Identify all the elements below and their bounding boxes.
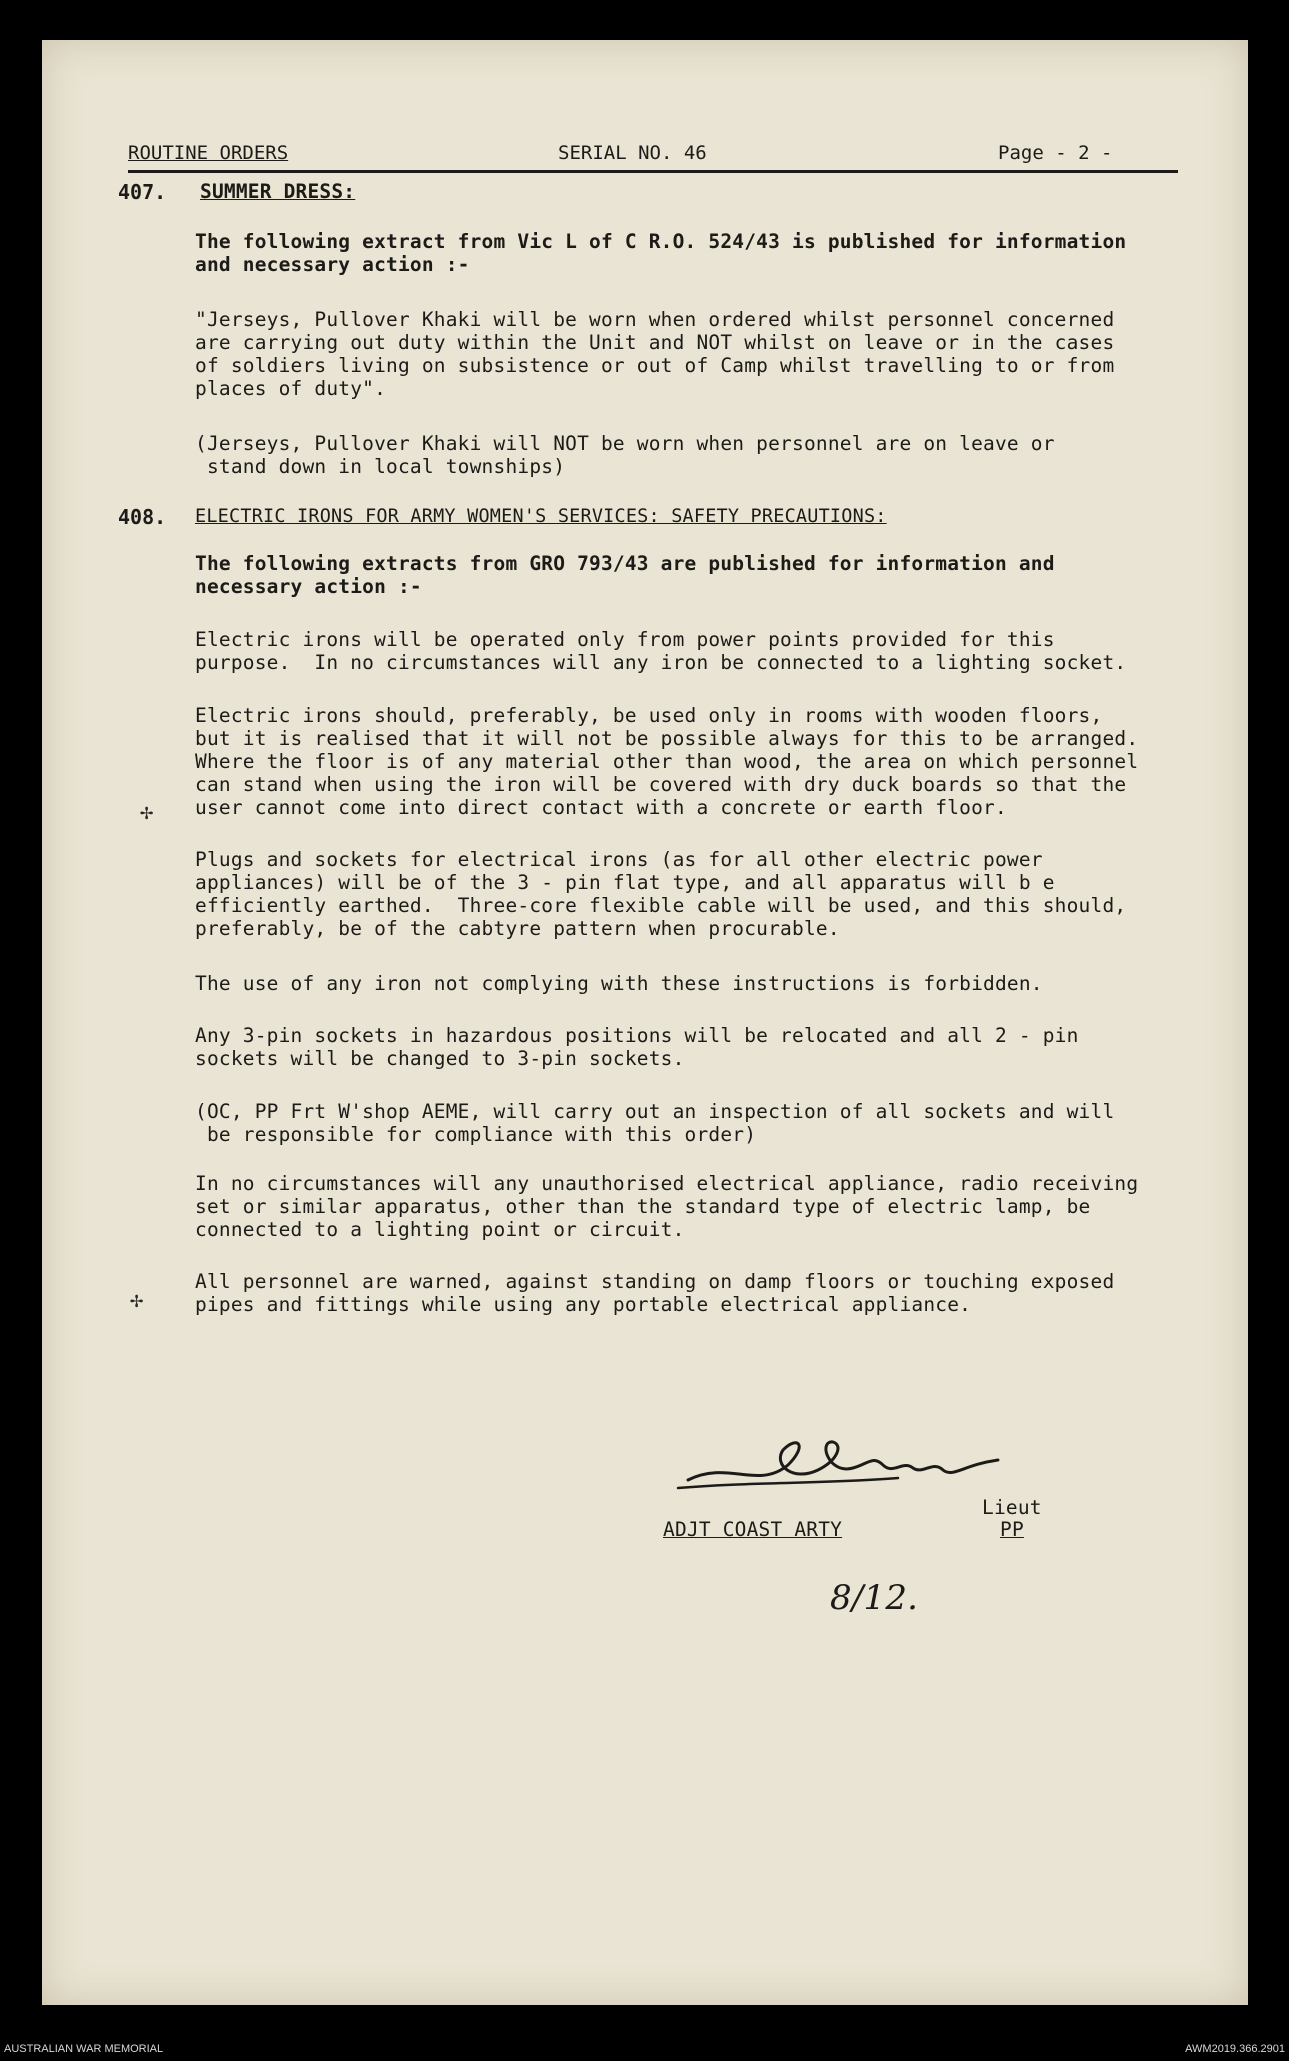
section-408-para-6: (OC, PP Frt W'shop AEME, will carry out an inspection of all sockets and will be responsible for compliance with this order) xyxy=(195,1100,1115,1146)
section-408-number: 408. xyxy=(118,505,167,529)
signature-title: ADJT COAST ARTY xyxy=(663,1518,843,1541)
signature-unit: PP xyxy=(1000,1518,1024,1541)
margin-punch-mark: ✢ xyxy=(140,800,154,825)
section-408-para-8: All personnel are warned, against standing on damp floors or touching exposed pipes and fittings while using any portable electrical appliance. xyxy=(195,1270,1115,1316)
header-serial: SERIAL NO. 46 xyxy=(558,142,707,164)
margin-punch-mark: ✢ xyxy=(130,1288,144,1313)
section-408-para-3: Plugs and sockets for electrical irons (as for all other electric power appliances) will be of the 3 - pin flat type, and all apparatus will b e efficiently earthed. Three-core flexible cable will be used, and this should, preferably, be of the cabtyre pattern when procurable. xyxy=(195,848,1127,940)
section-407-title: SUMMER DRESS: xyxy=(200,180,356,203)
handwritten-signature xyxy=(668,1420,1018,1510)
document-header xyxy=(128,138,1178,173)
footer-archive-name: AUSTRALIAN WAR MEMORIAL xyxy=(4,2043,164,2055)
section-407-note: (Jerseys, Pullover Khaki will NOT be worn when personnel are on leave or stand down in local townships) xyxy=(195,432,1055,478)
section-408-para-2: Electric irons should, preferably, be used only in rooms with wooden floors, but it is realised that it will not be possible always for this to be arranged. Where the floor is of any material other than wood, the area on which personnel can stand when using the iron will be covered with dry duck boards so that the user cannot come into direct contact with a concrete or earth floor. xyxy=(195,704,1139,819)
section-408-para-4: The use of any iron not complying with these instructions is forbidden. xyxy=(195,972,1043,995)
header-routine-orders: ROUTINE ORDERS xyxy=(128,142,289,164)
section-407-quote: "Jerseys, Pullover Khaki will be worn when ordered whilst personnel concerned are carrying out duty within the Unit and NOT whilst on leave or in the cases of soldiers living on subsistence or out of Camp whilst travelling to or from places of duty". xyxy=(195,308,1115,400)
footer-archive-id: AWM2019.366.2901 xyxy=(1185,2043,1285,2055)
section-408-title: ELECTRIC IRONS FOR ARMY WOMEN'S SERVICES: SAFETY PRECAUTIONS: xyxy=(195,506,887,527)
section-408-para-1: Electric irons will be operated only from power points provided for this purpose. In no circumstances will any iron be connected to a lighting socket. xyxy=(195,628,1127,674)
section-408-para-5: Any 3-pin sockets in hazardous positions will be relocated and all 2 - pin sockets will be changed to 3-pin sockets. xyxy=(195,1024,1079,1070)
section-407-number: 407. xyxy=(118,180,167,204)
handwritten-date-note: 8/12. xyxy=(830,1578,919,1618)
section-408-para-7: In no circumstances will any unauthorised electrical appliance, radio receiving set or similar apparatus, other than the standard type of electric lamp, be connected to a lighting point or circuit. xyxy=(195,1172,1139,1241)
section-408-intro: The following extracts from GRO 793/43 are published for information and necessary action :- xyxy=(195,552,1055,598)
section-407-intro: The following extract from Vic L of C R.O. 524/43 is published for information and necessary action :- xyxy=(195,230,1127,276)
signature-rank: Lieut xyxy=(982,1496,1042,1519)
header-page: Page - 2 - xyxy=(998,142,1113,164)
